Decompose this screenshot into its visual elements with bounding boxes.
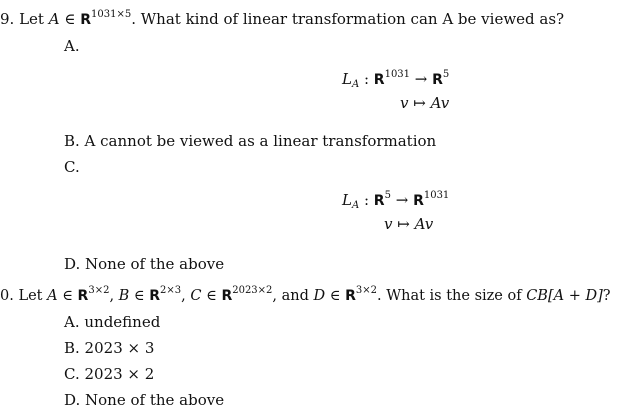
- real-set: R: [373, 193, 385, 209]
- option-b: B. A cannot be viewed as a linear transformation: [64, 132, 437, 150]
- real-set: R: [432, 72, 443, 88]
- matrix-variable: A: [47, 288, 58, 304]
- real-set: R: [345, 288, 356, 304]
- question-number: 0.: [0, 288, 14, 304]
- question-text-tail: . What kind of linear transformation can A be viewed as?: [131, 10, 565, 28]
- matrix-dimension: 3×2: [88, 285, 110, 296]
- option-b: B. 2023 × 3: [64, 339, 155, 357]
- question-text-lead: Let: [18, 288, 43, 304]
- question-text-lead: Let: [19, 10, 44, 28]
- matrix-variable: B: [118, 288, 130, 304]
- matrix-expression: CB[A + D]: [526, 288, 603, 304]
- option-a-label: A.: [64, 37, 80, 55]
- option-d: D. None of the above: [64, 255, 225, 273]
- question-10-stem: 0. Let A ∈ $R^{3\times 2}$, B ∈ $R^{2\times 3}$, C ∈ $R^{2023\times 2}$, and D ∈ $R^{3\times 2}$. What is the size of CB[A + D]?: [0, 285, 611, 304]
- matrix-variable: D: [313, 288, 326, 304]
- question-text-mid: , and: [272, 288, 309, 304]
- map-symbol: L: [342, 70, 352, 88]
- codomain-exponent: 5: [442, 69, 450, 80]
- matrix-variable: C: [190, 288, 202, 304]
- question-mark: ?: [602, 288, 611, 304]
- matrix-dimension: 3×2: [355, 285, 377, 296]
- real-set: R: [221, 288, 233, 304]
- real-set: R: [80, 12, 92, 28]
- domain-exponent: 1031: [384, 69, 411, 80]
- option-d: D. None of the above: [64, 391, 225, 409]
- question-text-tail: . What is the size of: [377, 288, 522, 304]
- option-a-rule: v ↦ Av: [400, 94, 450, 112]
- question-9-stem: 9. Let A ∈ $R^{1031\times 5}$. What kind of linear transformation can A be viewed as?: [0, 9, 565, 28]
- option-a: A. undefined: [64, 313, 161, 331]
- option-c: C. 2023 × 2: [64, 365, 155, 383]
- codomain-exponent: 1031: [423, 190, 450, 201]
- map-subscript: A: [351, 200, 360, 211]
- real-set: R: [373, 72, 385, 88]
- option-c-formula: $L_A$ : $R^5 \to R^{1031}$: [342, 190, 450, 211]
- matrix-dimension: 2023×2: [232, 285, 273, 296]
- real-set: R: [149, 288, 161, 304]
- matrix-variable: A: [48, 10, 60, 28]
- option-c-rule: v ↦ Av: [384, 215, 434, 233]
- map-symbol: L: [342, 191, 352, 209]
- matrix-dimension: 2×3: [160, 285, 182, 296]
- matrix-dimension: 1031×5: [91, 9, 132, 20]
- real-set: R: [77, 288, 89, 304]
- domain-exponent: 5: [384, 190, 391, 201]
- question-number: 9.: [0, 10, 15, 28]
- option-c-label: C.: [64, 158, 80, 176]
- map-subscript: A: [351, 79, 360, 90]
- real-set: R: [413, 193, 424, 209]
- option-a-formula: $L_A$ : $R^{1031} \to R^5$: [342, 69, 450, 90]
